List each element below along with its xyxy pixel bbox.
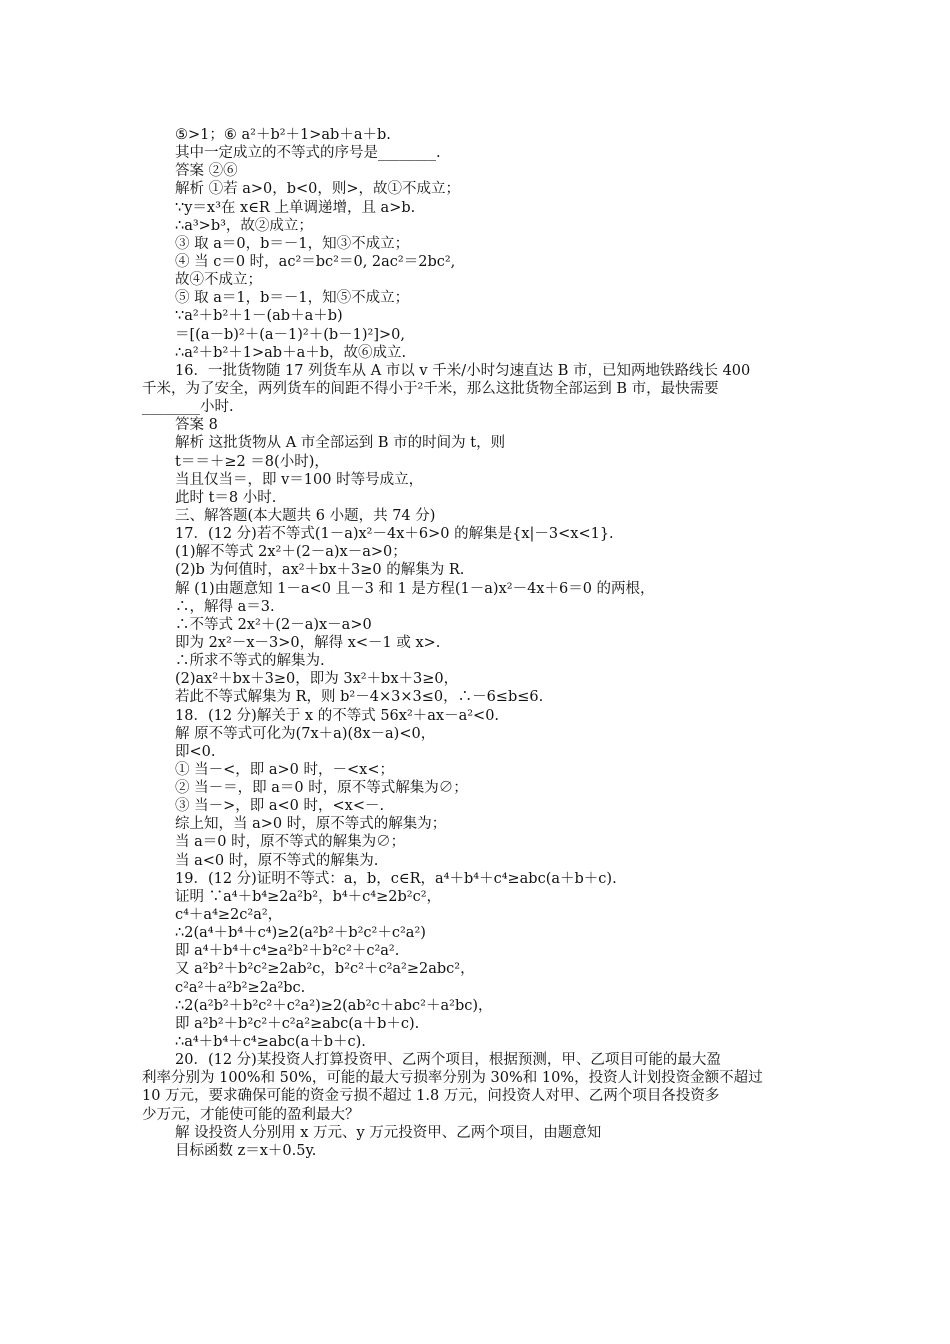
text-line: (2)ax²＋bx＋3≥0，即为 3x²＋bx＋3≥0， (175, 671, 459, 688)
text-line: 故④不成立； (175, 272, 262, 289)
text-line: 即 a²b²＋b²c²＋c²a²≥abc(a＋b＋c). (175, 1015, 420, 1032)
text-line: ∵y＝x³在 x∈R 上单调递增，且 a>b. (175, 199, 416, 216)
text-line: 解 设投资人分别用 x 万元、y 万元投资甲、乙两个项目，由题意知 (175, 1124, 602, 1141)
text-line: 20．(12 分)某投资人打算投资甲、乙两个项目，根据预测，甲、乙项目可能的最大盈 (175, 1052, 721, 1069)
text-line: 即为 2x²－x－3>0，解得 x<－1 或 x>. (175, 634, 441, 651)
text-line: ∴不等式 2x²＋(2－a)x－a>0 (175, 616, 372, 633)
text-line: ＝[(a－b)²＋(a－1)²＋(b－1)²]>0, (175, 326, 405, 343)
text-line: t＝＝＋≥2 ＝8(小时)， (175, 453, 329, 470)
text-line: ________小时. (142, 399, 234, 416)
text-line: 当 a<0 时，原不等式的解集为. (175, 852, 379, 869)
text-line: 即 a⁴＋b⁴＋c⁴≥a²b²＋b²c²＋c²a². (175, 943, 400, 960)
text-line: 答案 8 (175, 417, 218, 434)
text-line: 三、解答题(本大题共 6 小题，共 74 分) (175, 507, 436, 524)
text-line: ∴a³>b³，故②成立； (175, 217, 313, 234)
text-line: ∴a⁴＋b⁴＋c⁴≥abc(a＋b＋c). (175, 1034, 366, 1051)
text-line: 若此不等式解集为 R，则 b²－4×3×3≤0，∴－6≤b≤6. (175, 689, 544, 706)
text-line: 即<0. (175, 743, 216, 760)
text-line: ∴2(a²b²＋b²c²＋c²a²)≥2(ab²c＋abc²＋a²bc)， (175, 997, 493, 1014)
text-line: 目标函数 z＝x＋0.5y. (175, 1142, 317, 1159)
text-line: ∴a²＋b²＋1>ab＋a＋b，故⑥成立. (175, 344, 407, 361)
text-line: 18．(12 分)解关于 x 的不等式 56x²＋ax－a²<0. (175, 707, 500, 724)
text-line: ④ 当 c＝0 时，ac²＝bc²＝0, 2ac²＝2bc², (175, 253, 456, 270)
text-line: ⑤>1；⑥ a²＋b²＋1>ab＋a＋b. (175, 127, 391, 143)
text-line: 当且仅当＝，即 v＝100 时等号成立， (175, 471, 424, 488)
text-line: c⁴＋a⁴≥2c²a²， (175, 907, 283, 924)
text-line: 少万元，才能使可能的盈利最大？ (142, 1106, 360, 1123)
text-line: 10 万元，要求确保可能的资金亏损不超过 1.8 万元，问投资人对甲、乙两个项目各投资多 (142, 1088, 720, 1105)
text-line: (2)b 为何值时，ax²＋bx＋3≥0 的解集为 R. (175, 562, 465, 579)
text-line: (1)解不等式 2x²＋(2－a)x－a>0； (175, 544, 407, 561)
text-line: ∴所求不等式的解集为. (175, 653, 325, 670)
text-line: 此时 t＝8 小时. (175, 489, 277, 506)
text-line: 解 (1)由题意知 1－a<0 且－3 和 1 是方程(1－a)x²－4x＋6＝0 的两根， (175, 580, 655, 597)
text-line: 利率分别为 100%和 50%，可能的最大亏损率分别为 30%和 10%，投资人计划投资金额不超过 (142, 1070, 763, 1087)
text-line: 解析 这批货物从 A 市全部运到 B 市的时间为 t，则 (175, 435, 506, 452)
text-line: 答案 ②⑥ (175, 163, 238, 180)
text-line: ③ 当－>，即 a<0 时，<x<－. (175, 798, 385, 815)
text-line: ∵a²＋b²＋1－(ab＋a＋b) (175, 308, 343, 325)
text-line: ∴2(a⁴＋b⁴＋c⁴)≥2(a²b²＋b²c²＋c²a²) (175, 925, 426, 942)
text-line: ② 当－＝，即 a＝0 时，原不等式解集为∅； (175, 780, 468, 797)
text-line: 千米，为了安全，两列货车的间距不得小于²千米，那么这批货物全部运到 B 市，最快需要 (142, 380, 719, 397)
text-line: 解析 ①若 a>0，b<0，则>，故①不成立； (175, 181, 461, 198)
text-line: 证明 ∵a⁴＋b⁴≥2a²b²，b⁴＋c⁴≥2b²c²， (175, 888, 442, 905)
text-line: ③ 取 a＝0，b＝－1，知③不成立； (175, 235, 410, 252)
text-line: ⑤ 取 a＝1，b＝－1，知⑤不成立； (175, 290, 410, 307)
text-line: ∴，解得 a＝3. (175, 598, 275, 615)
text-line: ① 当－<，即 a>0 时，－<x<； (175, 761, 394, 778)
document-body (142, 126, 822, 1160)
text-line: 又 a²b²＋b²c²≥2ab²c，b²c²＋c²a²≥2abc²， (175, 961, 475, 978)
text-line: 17．(12 分)若不等式(1－a)x²－4x＋6>0 的解集是{x|－3<x<1}. (175, 526, 614, 543)
text-line: 综上知，当 a>0 时，原不等式的解集为； (175, 816, 447, 833)
text-line: 当 a＝0 时，原不等式的解集为∅； (175, 834, 406, 851)
text-line: 19．(12 分)证明不等式：a，b，c∈R，a⁴＋b⁴＋c⁴≥abc(a＋b＋c). (175, 870, 617, 887)
text-line: c²a²＋a²b²≥2a²bc. (175, 979, 306, 996)
text-line: 解 原不等式可化为(7x＋a)(8x－a)<0， (175, 725, 436, 742)
text-line: 其中一定成立的不等式的序号是________. (175, 145, 441, 162)
text-line: 16．一批货物随 17 列货车从 A 市以 v 千米/小时匀速直达 B 市，已知两地铁路线长 400 (175, 362, 751, 379)
